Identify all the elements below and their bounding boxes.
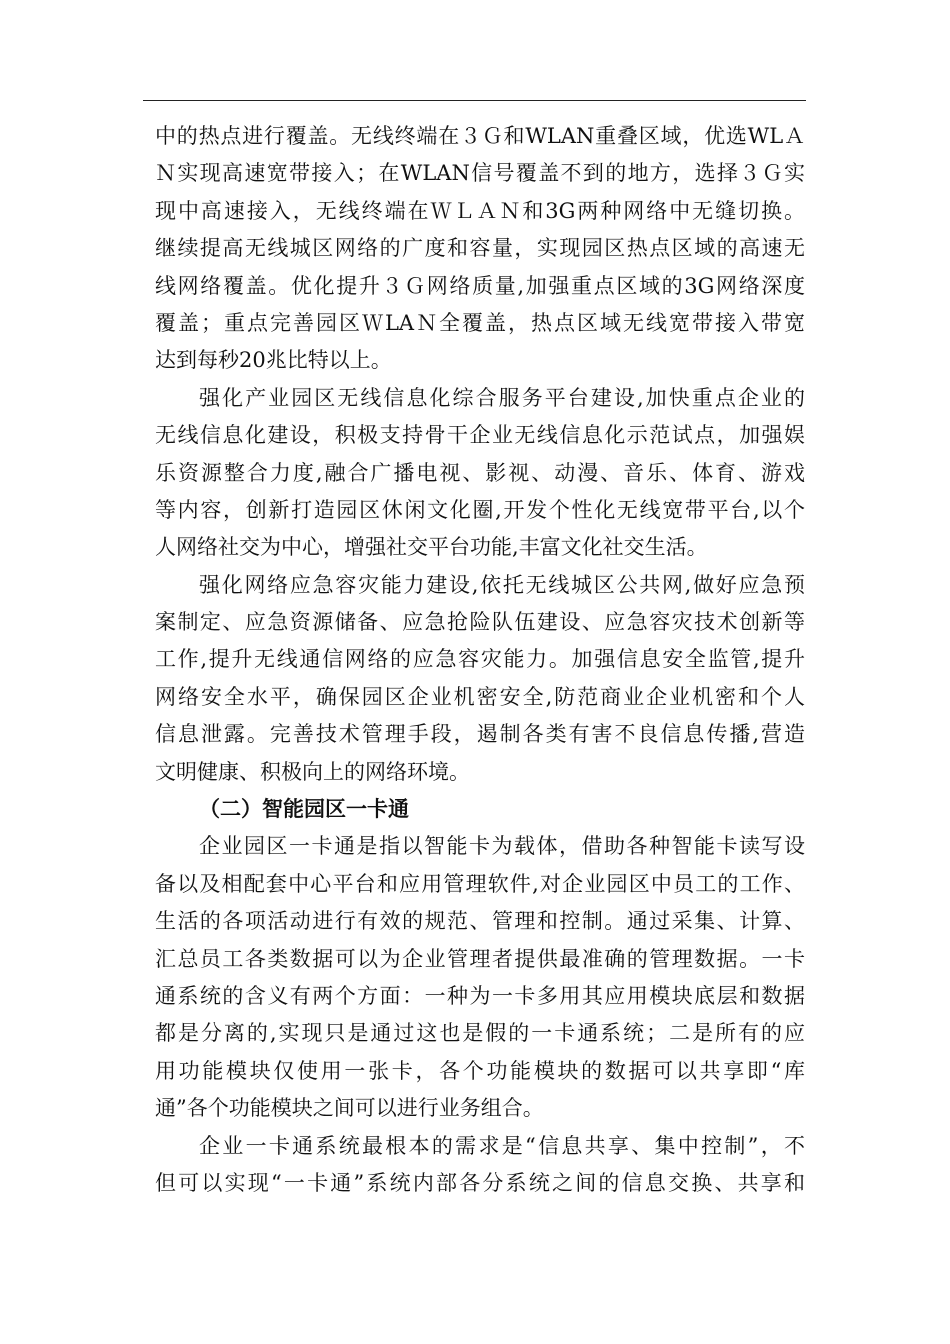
text-line: 达到每秒20兆比特以上。 [155,348,392,373]
text-line: 都是分离的,实现只是通过这也是假的一卡通系统；二是所有的应 [155,1021,805,1046]
text-line: 网络安全水平，确保园区企业机密安全,防范商业企业机密和个人 [155,684,805,709]
text-line: Ｎ实现高速宽带接入；在WLAN信号覆盖不到的地方，选择３Ｇ实 [155,161,805,186]
text-line: 汇总员工各类数据可以为企业管理者提供最准确的管理数据。一卡 [155,946,805,971]
text-line: 人网络社交为中心，增强社交平台功能,丰富文化社交生活。 [155,535,708,560]
document-body [155,118,805,1202]
paragraph [155,1128,805,1203]
text-line: 强化产业园区无线信息化综合服务平台建设,加快重点企业的 [199,385,805,410]
text-line: 无线信息化建设，积极支持骨干企业无线信息化示范试点，加强娱 [155,423,805,448]
text-line: 强化网络应急容灾能力建设,依托无线城区公共网,做好应急预 [199,572,805,597]
header-rule [143,100,806,101]
text-line: 通”各个功能模块之间可以进行业务组合。 [155,1096,544,1121]
text-line: 用功能模块仅使用一张卡，各个功能模块的数据可以共享即“库 [155,1058,805,1083]
text-line: 信息泄露。完善技术管理手段，遏制各类有害不良信息传播,营造 [155,722,805,747]
section-heading: （二）智能园区一卡通 [199,797,409,822]
text-line: 乐资源整合力度,融合广播电视、影视、动漫、音乐、体育、游戏 [155,460,805,485]
text-line: 继续提高无线城区网络的广度和容量，实现园区热点区域的高速无 [155,236,805,261]
text-line: 生活的各项活动进行有效的规范、管理和控制。通过采集、计算、 [155,909,805,934]
text-line: 工作,提升无线通信网络的应急容灾能力。加强信息安全监管,提升 [155,647,805,672]
paragraph [155,118,805,380]
text-line: 等内容，创新打造园区休闲文化圈,开发个性化无线宽带平台,以个 [155,497,805,522]
text-line: 备以及相配套中心平台和应用管理软件,对企业园区中员工的工作、 [155,871,805,896]
text-line: 文明健康、积极向上的网络环境。 [155,759,470,784]
text-line: 通系统的含义有两个方面：一种为一卡多用其应用模块底层和数据 [155,983,805,1008]
text-line: 中的热点进行覆盖。无线终端在３Ｇ和WLAN重叠区域，优选WLＡ [155,124,805,148]
text-line: 企业一卡通系统最根本的需求是“信息共享、集中控制”，不 [199,1133,805,1158]
text-line: 但可以实现“一卡通”系统内部各分系统之间的信息交换、共享和 [155,1170,805,1195]
text-line: 覆盖；重点完善园区ＷLAＮ全覆盖，热点区域无线宽带接入带宽 [155,310,805,335]
text-line: 企业园区一卡通是指以智能卡为载体，借助各种智能卡读写设 [199,834,805,859]
text-line: 线网络覆盖。优化提升３Ｇ网络质量,加强重点区域的3G网络深度 [155,273,805,298]
text-line: 案制定、应急资源储备、应急抢险队伍建设、应急容灾技术创新等 [155,610,805,635]
paragraph [155,567,805,791]
paragraph [155,828,805,1127]
text-line: 现中高速接入，无线终端在ＷＬＡＮ和3G两种网络中无缝切换。 [155,198,805,223]
paragraph [155,380,805,567]
